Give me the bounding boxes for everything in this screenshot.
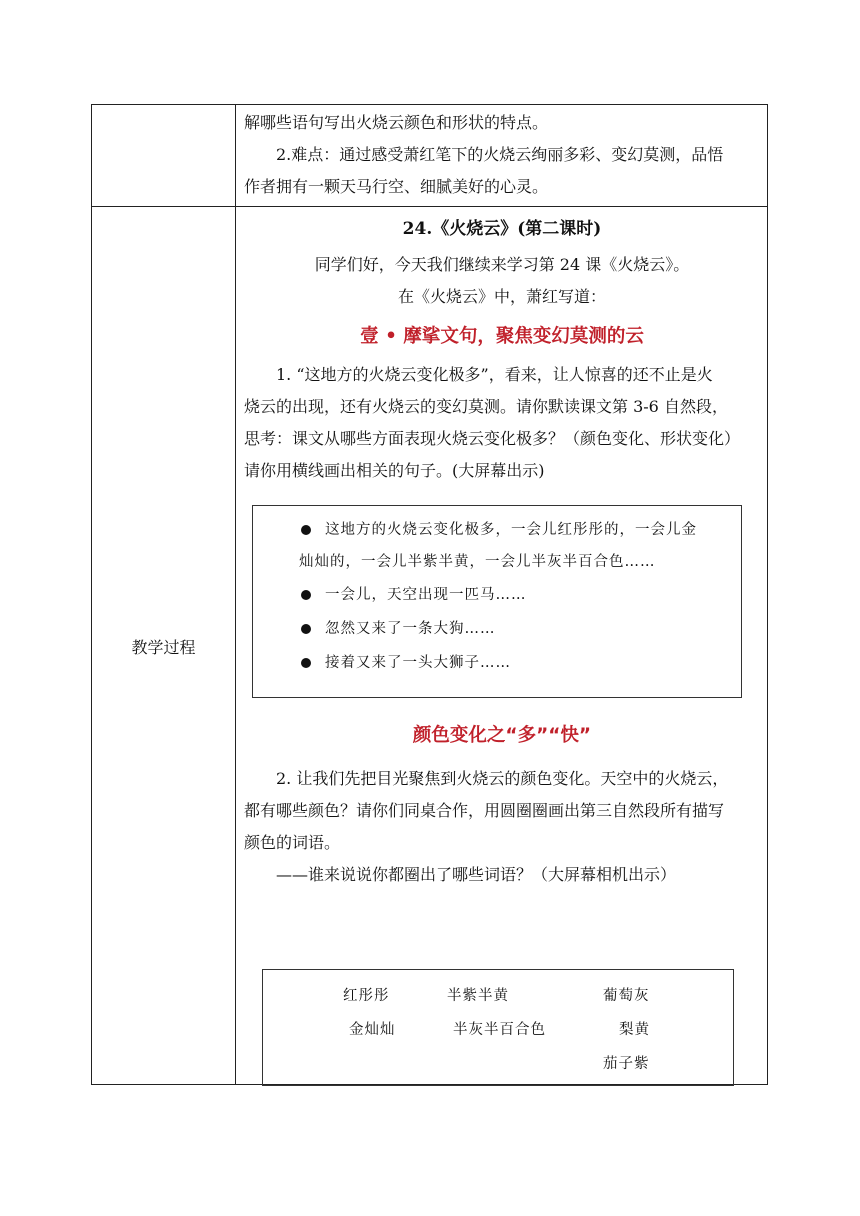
lesson-table xyxy=(91,104,768,1085)
section2-heading: 颜色变化之“多”“快” xyxy=(412,725,592,746)
top-line-1: 解哪些语句写出火烧云颜色和形状的特点。 xyxy=(244,113,549,132)
greeting: 同学们好，今天我们继续来学习第 24 课《火烧云》。 xyxy=(314,255,690,274)
row-divider xyxy=(92,206,767,207)
quote-item-2: 一会儿，天空出现一匹马…… xyxy=(325,587,527,603)
color-word: 茄子紫 xyxy=(603,1056,650,1072)
q2-line-4: ——谁来说说你都圈出了哪些词语？（大屏幕相机出示） xyxy=(276,865,677,884)
color-word: 金灿灿 xyxy=(349,1022,396,1038)
color-word: 半灰半百合色 xyxy=(453,1022,546,1038)
q1-line-1: 1. “这地方的火烧云变化极多”，看来，让人惊喜的还不止是火 xyxy=(276,365,713,384)
color-word: 葡萄灰 xyxy=(603,988,650,1004)
q1-line-2: 烧云的出现，还有火烧云的变幻莫测。请你默读课文第 3-6 自然段， xyxy=(244,397,728,416)
column-divider xyxy=(235,105,236,1084)
q1-line-4: 请你用横线画出相关的句子。(大屏幕出示) xyxy=(244,461,545,480)
row-label: 教学过程 xyxy=(131,640,196,657)
q2-line-1: 2. 让我们先把目光聚焦到火烧云的颜色变化。天空中的火烧云， xyxy=(276,769,729,788)
bullet-icon xyxy=(301,590,311,600)
quote-item-4: 接着又来了一头大狮子…… xyxy=(325,655,511,671)
main-cell-lower xyxy=(244,719,760,891)
main-cell xyxy=(244,213,760,487)
lesson-title: 24.《火烧云》(第二课时) xyxy=(402,219,602,239)
section1-heading: 壹 • 摩挲文句，聚焦变幻莫测的云 xyxy=(360,326,644,347)
color-words-box xyxy=(262,969,734,1086)
q2-line-2: 都有哪些颜色？请你们同桌合作，用圆圈圈画出第三自然段所有描写 xyxy=(244,801,725,820)
quote-item-1-cont: 灿灿的，一会儿半紫半黄，一会儿半灰半百合色…… xyxy=(299,554,656,570)
bullet-icon xyxy=(301,525,311,535)
quote-box xyxy=(252,505,742,698)
quote-item-3: 忽然又来了一条大狗…… xyxy=(325,621,496,637)
color-word: 梨黄 xyxy=(619,1022,650,1038)
intro-line: 在《火烧云》中，萧红写道： xyxy=(397,287,606,306)
color-word: 红彤彤 xyxy=(343,988,390,1004)
top-cell xyxy=(244,107,760,203)
bullet-icon xyxy=(301,658,311,668)
q1-line-3: 思考：课文从哪些方面表现火烧云变化极多？（颜色变化、形状变化） xyxy=(244,429,741,448)
top-line-3: 作者拥有一颗天马行空、细腻美好的心灵。 xyxy=(244,177,549,196)
bullet-icon xyxy=(301,624,311,634)
quote-item-1: 这地方的火烧云变化极多，一会儿红彤彤的，一会儿金 xyxy=(325,522,697,538)
q2-line-3: 颜色的词语。 xyxy=(244,833,341,852)
top-line-2: 2.难点：通过感受萧红笔下的火烧云绚丽多彩、变幻莫测，品悟 xyxy=(276,145,724,164)
color-word: 半紫半黄 xyxy=(447,988,509,1004)
